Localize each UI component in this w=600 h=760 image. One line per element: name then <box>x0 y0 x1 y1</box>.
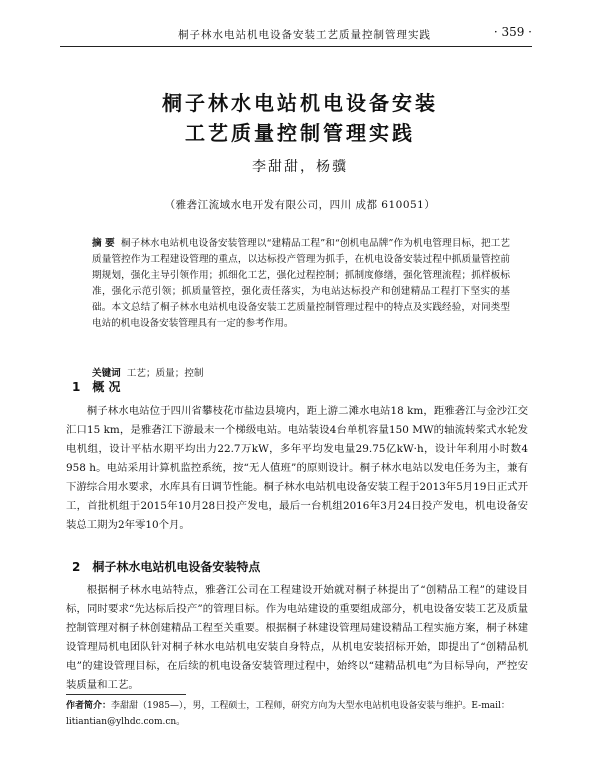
keywords <box>92 366 510 382</box>
keywords-label: 关键词 <box>92 368 121 379</box>
title-line-1: 桐子林水电站机电设备安装 <box>162 91 438 115</box>
affiliation: （雅砻江流域水电开发有限公司，四川 成都 610051） <box>164 199 436 211</box>
section-2-paragraph: 根据桐子林水电站特点，雅砻江公司在工程建设开始就对桐子林提出了“创精品工程”的建设目标，同时要求“先达标后投产”的管理目标。作为电站建设的重要组成部分，机电设备安装工艺及质量控制管理对桐子林创建精品工程至关重要。根据桐子林建设管理局建设精品工程实施方案，桐子林建设管理局机电团队针对桐子林水电站机电安装自身特点，从机电安装招标开始，即提出了“创精品机电”的建设管理目标，在后续的机电设备安装管理过程中，始终以“建精品机电”为目标导向，严控安装质量和工艺。 <box>66 584 528 691</box>
abstract-text: 桐子林水电站机电设备安装管理以“建精品工程”和“创机电品牌”作为机电管理目标，把工艺质量管控作为工程建设管理的重点，以达标投产管理为抓手，在机电设备安装过程中抓质量管控前期规划，强化主导引领作用；抓细化工艺，强化过程控制；抓制度修缮，强化管理流程；抓样板标准，强化示范引领；抓质量管控，强化责任落实，为电站达标投产和创建精品工程打下坚实的基础。本文总结了桐子林水电站机电设备安装工艺质量控制管理过程中的特点及实践经验，对同类型电站的机电设备安装管理具有一定的参考作用。 <box>92 238 510 329</box>
article-title <box>0 88 600 148</box>
authors: 李甜甜，杨骥 <box>252 159 348 175</box>
section-1-paragraph: 桐子林水电站位于四川省攀枝花市盐边县境内，距上游二滩水电站18 km，距雅砻江与金沙江交汇口15 km，是雅砻江下游最末一个梯级电站。电站装设4台单机容量150 MW的轴流转桨式水轮发电机组，设计平枯水期平均出力22.7万kW，多年平均发电量29.75亿kW·h，设计年利用小时数4 958 h。电站采用计算机监控系统，按“无人值班”的原则设计。桐子林水电站以发电任务为主，兼有下游综合用水要求，水库具有日调节性能。桐子林水电站机电设备安装工程于2013年5月19日正式开工，首批机组于2015年10月28日投产发电，最后一台机组2016年3月24日投产发电，机电设备安装总工期为2年零10个月。 <box>66 405 528 531</box>
running-title: 桐子林水电站机电设备安装工艺质量控制管理实践 <box>178 29 431 41</box>
section-title: 桐子林水电站机电设备安装特点 <box>92 560 261 574</box>
author-footnote <box>66 698 528 730</box>
keywords-text: 工艺；质量；控制 <box>126 368 204 379</box>
footnote-text: 李甜甜（1985—），男，工程硕士，工程师，研究方向为大型水电站机电设备安装与维护。E-mail：litiantian@ylhdc.com.cn。 <box>66 701 510 727</box>
footnote-label: 作者简介： <box>66 701 112 711</box>
abstract <box>92 236 510 332</box>
section-number: 2 <box>72 560 81 574</box>
footnote-divider <box>66 694 186 695</box>
page-number: · 359 · <box>493 25 532 39</box>
title-line-2: 工艺质量控制管理实践 <box>185 121 415 145</box>
section-title: 概 况 <box>92 380 121 394</box>
section-heading-1 <box>72 378 121 395</box>
running-header <box>60 22 532 47</box>
section-heading-2 <box>72 558 260 575</box>
abstract-label: 摘 要 <box>92 238 115 249</box>
section-number: 1 <box>72 380 81 394</box>
